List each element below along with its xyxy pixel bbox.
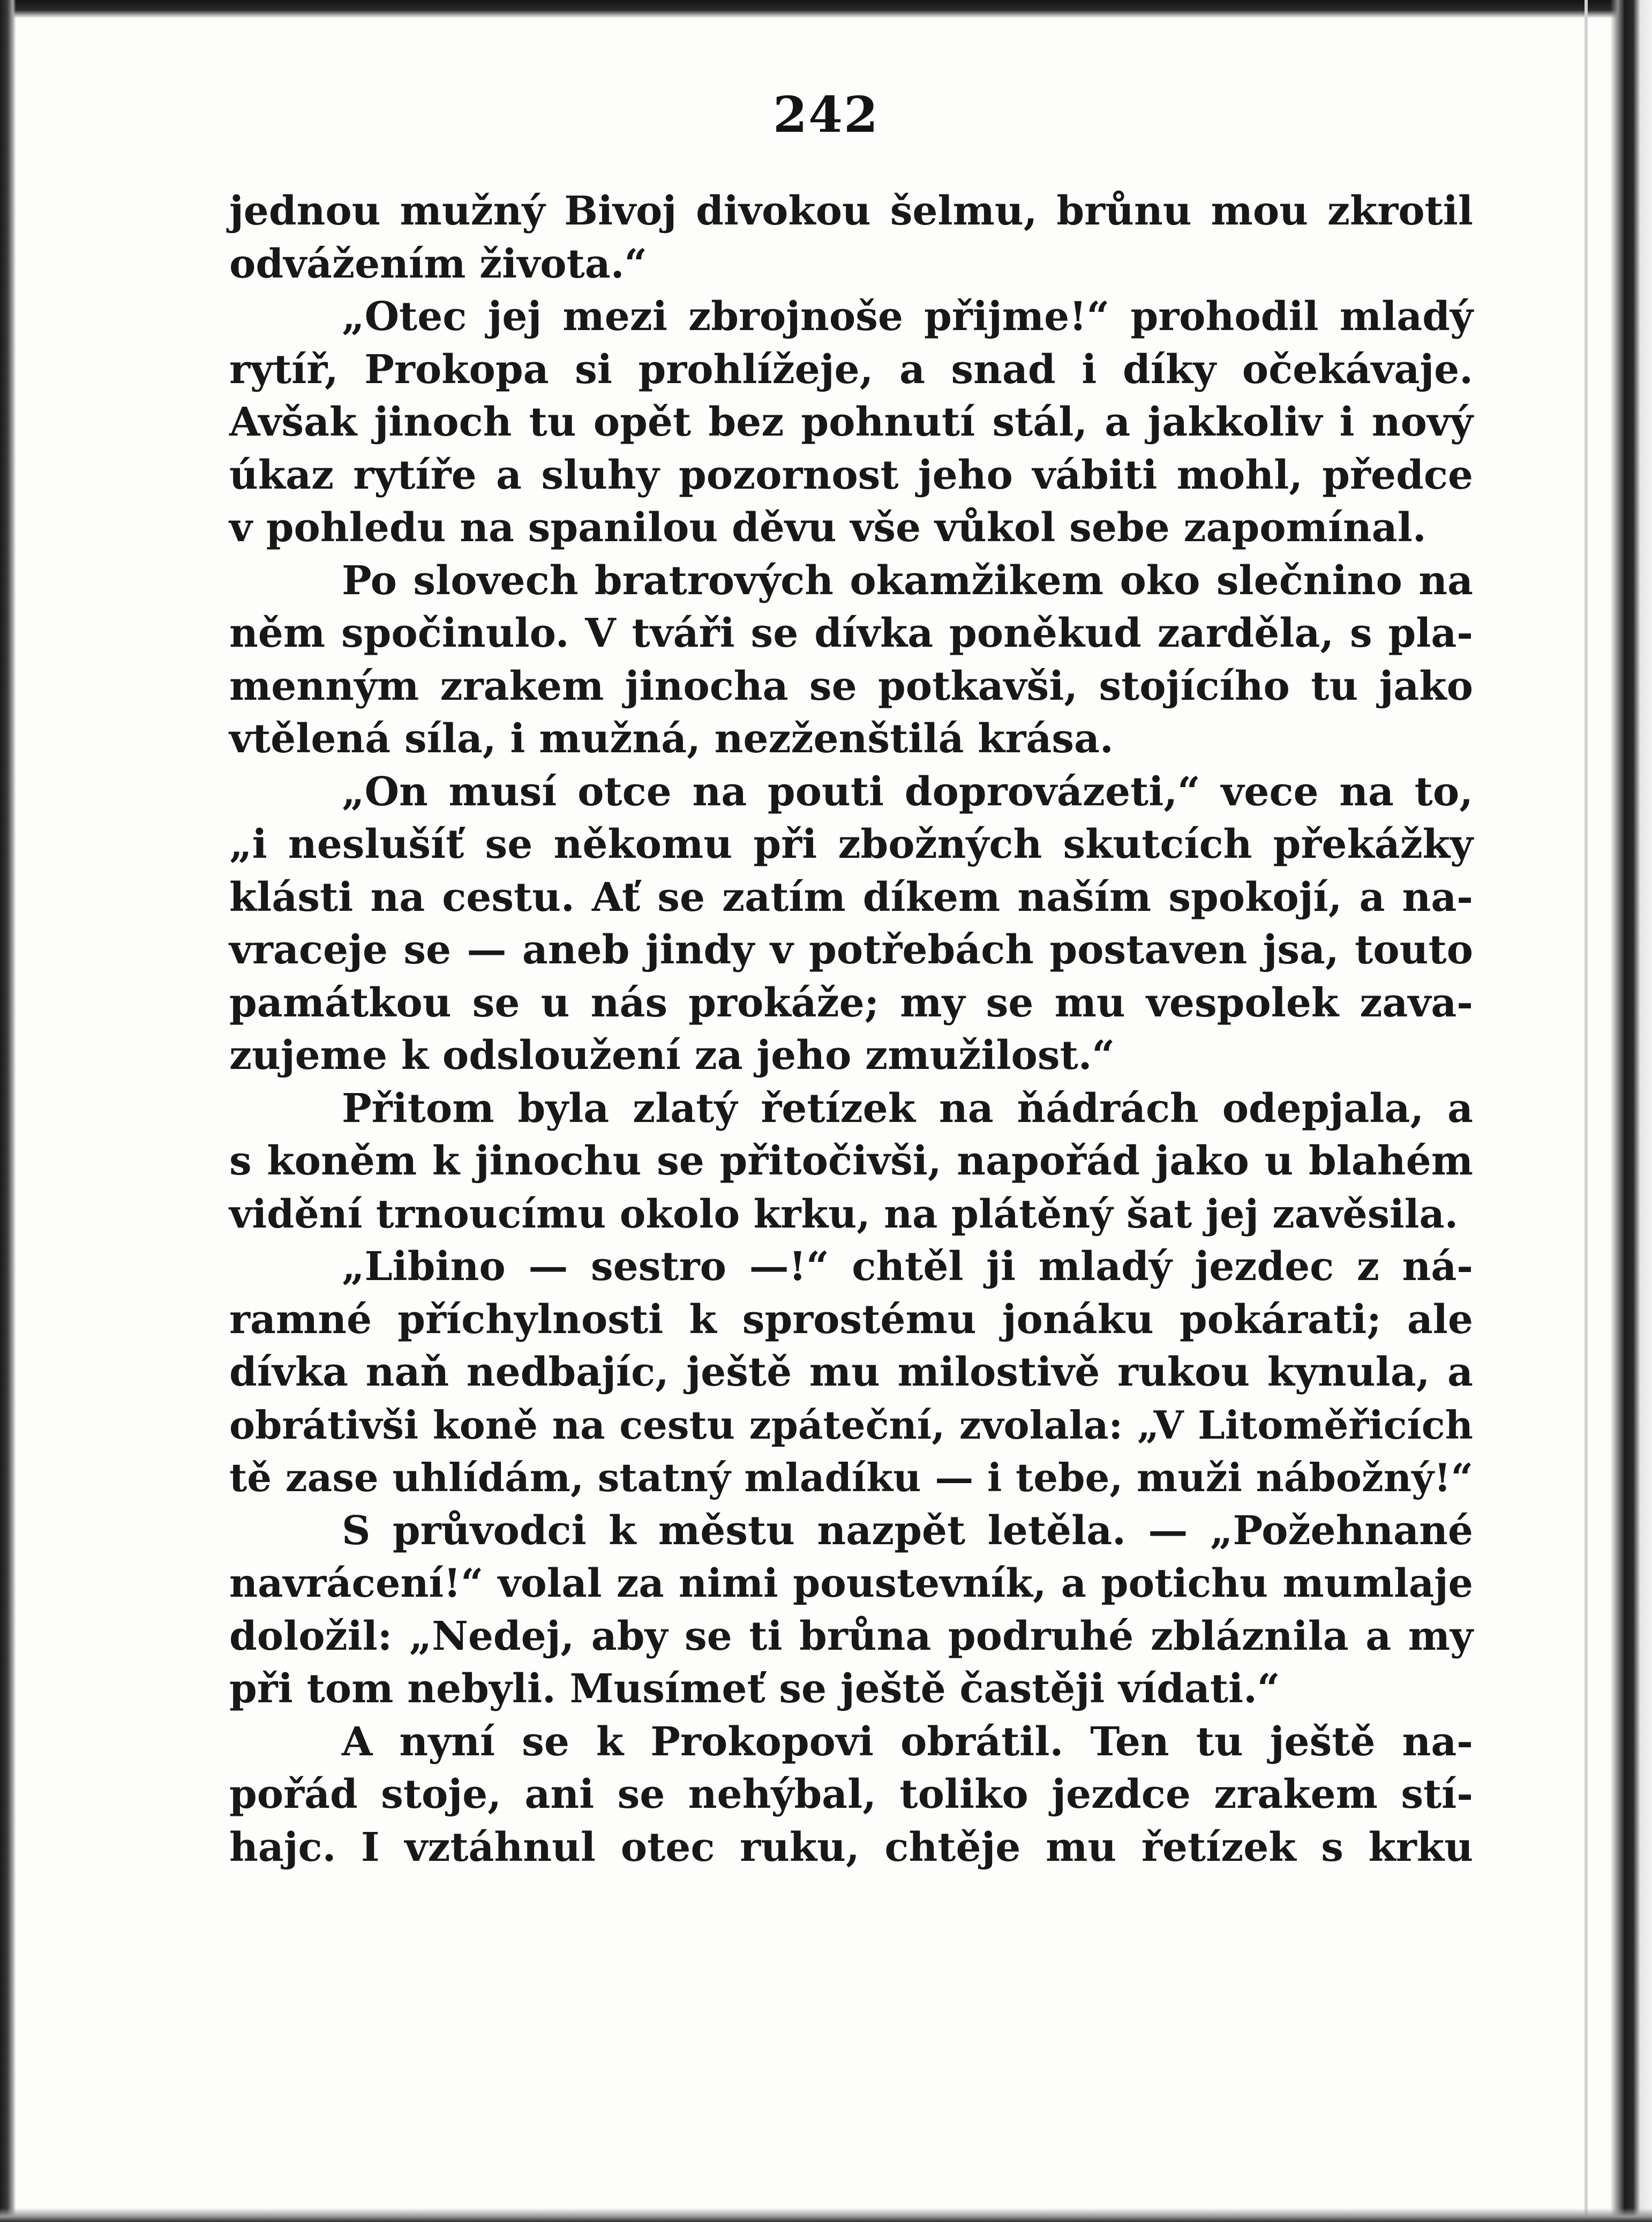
text-line: hajc. I vztáhnul otec ruku, chtěje mu řetízek s krku <box>229 1824 1473 1871</box>
text-line: S průvodci k městu nazpět letěla. — „Požehnané <box>342 1507 1473 1554</box>
text-line: ramné příchylnosti k sprostému jonáku pokárati; ale <box>229 1296 1473 1343</box>
text-line: památkou se u nás prokáže; my se mu vespolek zava- <box>229 979 1473 1026</box>
text-line: něm spočinulo. V tváři se dívka poněkud zarděla, s pla- <box>229 610 1473 656</box>
text-line: úkaz rytíře a sluhy pozornost jeho vábiti mohl, předce <box>229 452 1473 498</box>
text-line: vidění trnoucímu okolo krku, na plátěný šat jej zavěsila. <box>229 1191 1459 1237</box>
text-line: Přitom byla zlatý řetízek na ňádrách odepjala, a <box>342 1085 1473 1132</box>
text-line: v pohledu na spanilou děvu vše vůkol sebe zapomínal. <box>229 505 1426 551</box>
scan-left-edge <box>0 0 16 2222</box>
text-line: s koněm k jinochu se přitočivši, napořád jako u blahém <box>229 1138 1473 1184</box>
text-line: Avšak jinoch tu opět bez pohnutí stál, a jakkoliv i nový <box>229 399 1473 445</box>
page-number: 242 <box>772 86 880 144</box>
text-line: Po slovech bratrových okamžikem oko slečnino na <box>342 557 1473 604</box>
text-line: „On musí otce na pouti doprovázeti,“ vece na to, <box>342 768 1473 815</box>
text-line: rytíř, Prokopa si prohlížeje, a snad i díky očekávaje. <box>229 346 1473 393</box>
text-line: tě zase uhlídám, statný mladíku — i tebe, muži nábožný!“ <box>229 1455 1473 1500</box>
text-line: zujeme k odsloužení za jeho zmužilost.“ <box>229 1033 1115 1079</box>
scan-right-edge <box>1610 0 1652 2222</box>
scan-top-edge <box>0 0 1652 18</box>
text-line: A nyní se k Prokopovi obrátil. Ten tu ještě na- <box>342 1718 1473 1765</box>
scan-right-guide <box>1585 0 1588 2222</box>
body-text <box>229 185 1473 1874</box>
text-line: vraceje se — aneb jindy v potřebách postaven jsa, touto <box>229 927 1473 973</box>
text-line: navrácení!“ volal za nimi poustevník, a potichu mumlaje <box>229 1560 1473 1606</box>
text-line: odvážením života.“ <box>229 241 648 287</box>
scan-bottom-edge <box>0 2208 1652 2222</box>
text-line: při tom nebyli. Musímeť se ještě častěji vídati.“ <box>229 1666 1280 1712</box>
text-line: „i neslušíť se někomu při zbožných skutcích překážky <box>229 821 1473 867</box>
text-line: „Otec jej mezi zbrojnoše přijme!“ prohodil mladý <box>342 294 1473 340</box>
text-line: jednou mužný Bivoj divokou šelmu, brůnu mou zkrotil <box>229 188 1473 234</box>
text-line: obrátivši koně na cestu zpáteční, zvolala: „V Litoměřicích <box>229 1402 1473 1448</box>
text-line: doložil: „Nedej, aby se ti brůna podruhé zbláznila a my <box>229 1613 1473 1659</box>
text-line: pořád stoje, ani se nehýbal, toliko jezdce zrakem stí- <box>229 1771 1473 1817</box>
text-line: vtělená síla, i mužná, nezženštilá krása. <box>229 716 1114 762</box>
text-line: klásti na cestu. Ať se zatím díkem naším spokojí, a na- <box>229 874 1473 921</box>
text-line: „Libino — sestro —!“ chtěl ji mladý jezdec z ná- <box>342 1244 1473 1290</box>
text-line: dívka naň nedbajíc, ještě mu milostivě rukou kynula, a <box>229 1349 1473 1395</box>
text-line: menným zrakem jinocha se potkavši, stojícího tu jako <box>229 663 1473 709</box>
